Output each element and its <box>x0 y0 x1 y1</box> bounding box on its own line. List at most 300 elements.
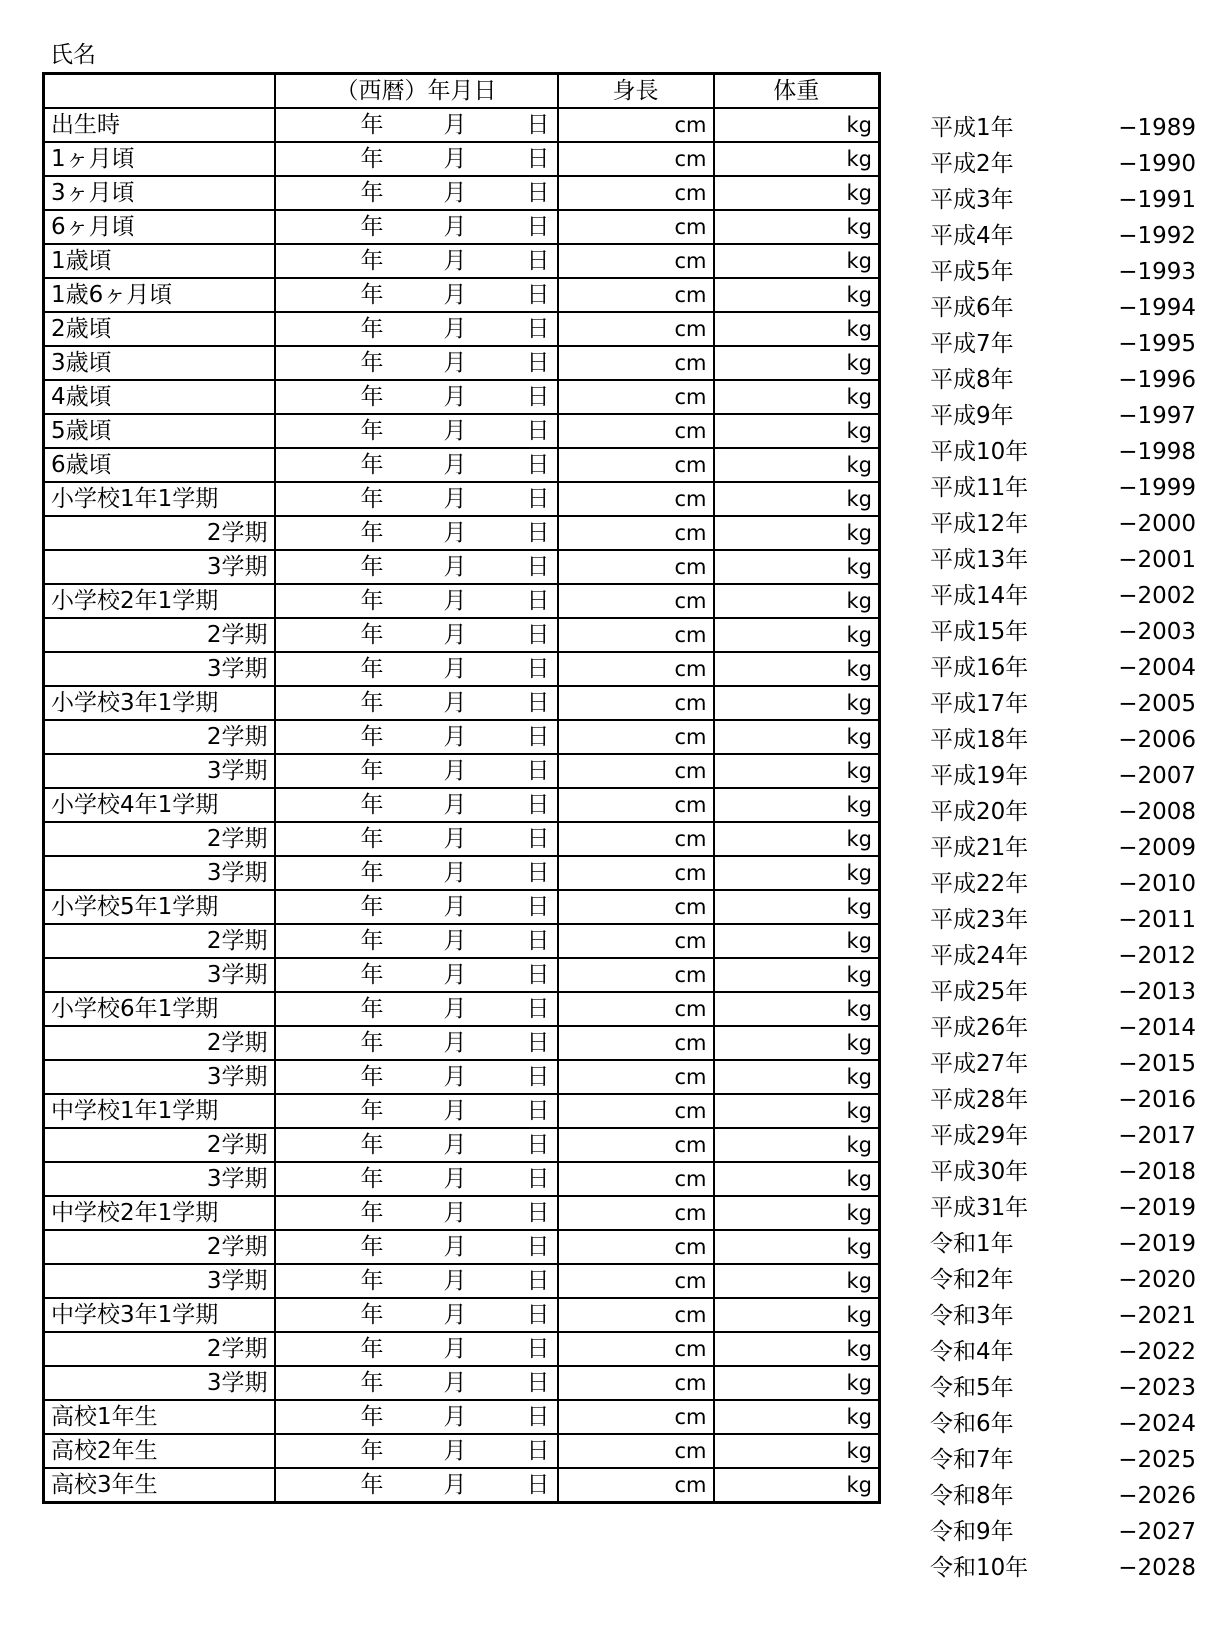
era-name: 平成13年 <box>930 547 1029 573</box>
cm-unit: cm <box>674 181 707 205</box>
height-cell[interactable] <box>558 176 714 210</box>
weight-cell[interactable] <box>714 1400 880 1434</box>
weight-cell[interactable] <box>714 1162 880 1196</box>
cm-unit: cm <box>674 759 707 783</box>
cm-unit: cm <box>674 249 707 273</box>
weight-cell[interactable] <box>714 618 880 652</box>
kg-unit: kg <box>846 1439 872 1463</box>
cm-unit: cm <box>674 1235 707 1259</box>
month-unit: 月 <box>443 1404 467 1430</box>
weight-cell[interactable] <box>714 244 880 278</box>
height-cell[interactable] <box>558 1162 714 1196</box>
year-unit: 年 <box>360 1098 384 1124</box>
western-year: −2000 <box>1118 511 1196 537</box>
date-cell[interactable] <box>275 482 558 516</box>
height-cell[interactable] <box>558 618 714 652</box>
cm-unit: cm <box>674 215 707 239</box>
cm-unit: cm <box>674 997 707 1021</box>
day-unit: 日 <box>526 214 550 240</box>
month-unit: 月 <box>443 520 467 546</box>
month-unit: 月 <box>443 1472 467 1498</box>
date-cell[interactable] <box>275 550 558 584</box>
western-year: −1992 <box>1118 223 1196 249</box>
height-cell[interactable] <box>558 822 714 856</box>
date-cell[interactable] <box>275 244 558 278</box>
table-row <box>44 1400 880 1434</box>
date-cell[interactable] <box>275 448 558 482</box>
row-label: 2学期 <box>44 1230 275 1264</box>
table-row <box>44 312 880 346</box>
year-unit: 年 <box>360 112 384 138</box>
weight-cell[interactable] <box>714 346 880 380</box>
era-name: 令和6年 <box>930 1411 1014 1437</box>
row-label: 小学校3年1学期 <box>44 686 275 720</box>
month-unit: 月 <box>443 1234 467 1260</box>
height-cell[interactable] <box>558 584 714 618</box>
weight-cell[interactable] <box>714 856 880 890</box>
weight-cell[interactable] <box>714 414 880 448</box>
height-cell[interactable] <box>558 448 714 482</box>
list-item <box>930 1046 1196 1082</box>
date-cell[interactable] <box>275 856 558 890</box>
table-row <box>44 1264 880 1298</box>
date-cell[interactable] <box>275 346 558 380</box>
month-unit: 月 <box>443 860 467 886</box>
height-cell[interactable] <box>558 1468 714 1503</box>
height-cell[interactable] <box>558 1434 714 1468</box>
date-cell[interactable] <box>275 516 558 550</box>
date-cell[interactable] <box>275 652 558 686</box>
row-label: 1歳頃 <box>44 244 275 278</box>
date-cell[interactable] <box>275 1264 558 1298</box>
header-weight: 体重 <box>714 74 880 109</box>
height-cell[interactable] <box>558 244 714 278</box>
height-cell[interactable] <box>558 890 714 924</box>
weight-cell[interactable] <box>714 924 880 958</box>
row-label: 6歳頃 <box>44 448 275 482</box>
western-year: −2016 <box>1118 1087 1196 1113</box>
row-label: 2学期 <box>44 618 275 652</box>
cm-unit: cm <box>674 827 707 851</box>
date-cell[interactable] <box>275 618 558 652</box>
date-cell[interactable] <box>275 1400 558 1434</box>
height-cell[interactable] <box>558 482 714 516</box>
day-unit: 日 <box>526 690 550 716</box>
row-label: 高校1年生 <box>44 1400 275 1434</box>
row-label: 2学期 <box>44 1128 275 1162</box>
kg-unit: kg <box>846 1201 872 1225</box>
height-cell[interactable] <box>558 1332 714 1366</box>
date-cell[interactable] <box>275 1298 558 1332</box>
day-unit: 日 <box>526 1404 550 1430</box>
table-row <box>44 822 880 856</box>
row-label: 中学校3年1学期 <box>44 1298 275 1332</box>
year-unit: 年 <box>360 792 384 818</box>
kg-unit: kg <box>846 1099 872 1123</box>
height-cell[interactable] <box>558 1264 714 1298</box>
date-cell[interactable] <box>275 686 558 720</box>
day-unit: 日 <box>526 792 550 818</box>
western-year: −2002 <box>1118 583 1196 609</box>
date-cell[interactable] <box>275 1230 558 1264</box>
cm-unit: cm <box>674 589 707 613</box>
table-header-row <box>44 74 880 109</box>
height-cell[interactable] <box>558 414 714 448</box>
date-cell[interactable] <box>275 992 558 1026</box>
day-unit: 日 <box>526 996 550 1022</box>
day-unit: 日 <box>526 316 550 342</box>
cm-unit: cm <box>674 1065 707 1089</box>
cm-unit: cm <box>674 487 707 511</box>
weight-cell[interactable] <box>714 1026 880 1060</box>
month-unit: 月 <box>443 1098 467 1124</box>
date-cell[interactable] <box>275 414 558 448</box>
height-cell[interactable] <box>558 686 714 720</box>
era-name: 平成27年 <box>930 1051 1029 1077</box>
western-year: −2008 <box>1118 799 1196 825</box>
kg-unit: kg <box>846 827 872 851</box>
height-cell[interactable] <box>558 1400 714 1434</box>
row-label: 3学期 <box>44 550 275 584</box>
table-row <box>44 1196 880 1230</box>
list-item <box>930 758 1196 794</box>
list-item <box>930 362 1196 398</box>
cm-unit: cm <box>674 1167 707 1191</box>
day-unit: 日 <box>526 1098 550 1124</box>
list-item <box>930 110 1196 146</box>
weight-cell[interactable] <box>714 278 880 312</box>
row-label: 1歳6ヶ月頃 <box>44 278 275 312</box>
year-unit: 年 <box>360 656 384 682</box>
cm-unit: cm <box>674 895 707 919</box>
date-cell[interactable] <box>275 720 558 754</box>
date-cell[interactable] <box>275 176 558 210</box>
kg-unit: kg <box>846 1405 872 1429</box>
table-row <box>44 1434 880 1468</box>
western-year: −2004 <box>1118 655 1196 681</box>
weight-cell[interactable] <box>714 1196 880 1230</box>
height-cell[interactable] <box>558 652 714 686</box>
weight-cell[interactable] <box>714 1298 880 1332</box>
row-label: 3学期 <box>44 754 275 788</box>
height-cell[interactable] <box>558 1196 714 1230</box>
height-cell[interactable] <box>558 346 714 380</box>
list-item <box>930 1370 1196 1406</box>
row-label: 出生時 <box>44 108 275 142</box>
date-cell[interactable] <box>275 1196 558 1230</box>
year-unit: 年 <box>360 1438 384 1464</box>
western-year: −1999 <box>1118 475 1196 501</box>
height-cell[interactable] <box>558 1230 714 1264</box>
western-year: −1993 <box>1118 259 1196 285</box>
date-cell[interactable] <box>275 584 558 618</box>
height-cell[interactable] <box>558 1026 714 1060</box>
date-cell[interactable] <box>275 380 558 414</box>
western-year: −2017 <box>1118 1123 1196 1149</box>
height-cell[interactable] <box>558 754 714 788</box>
row-label: 2学期 <box>44 1332 275 1366</box>
height-cell[interactable] <box>558 278 714 312</box>
era-name: 平成9年 <box>930 403 1014 429</box>
western-year: −2025 <box>1118 1447 1196 1473</box>
kg-unit: kg <box>846 555 872 579</box>
date-cell[interactable] <box>275 1366 558 1400</box>
era-name: 平成28年 <box>930 1087 1029 1113</box>
date-cell[interactable] <box>275 142 558 176</box>
date-cell[interactable] <box>275 924 558 958</box>
year-unit: 年 <box>360 1200 384 1226</box>
weight-cell[interactable] <box>714 1434 880 1468</box>
date-cell[interactable] <box>275 312 558 346</box>
month-unit: 月 <box>443 792 467 818</box>
date-cell[interactable] <box>275 754 558 788</box>
weight-cell[interactable] <box>714 210 880 244</box>
kg-unit: kg <box>846 895 872 919</box>
year-unit: 年 <box>360 350 384 376</box>
date-cell[interactable] <box>275 1434 558 1468</box>
date-cell[interactable] <box>275 890 558 924</box>
table-row <box>44 652 880 686</box>
weight-cell[interactable] <box>714 380 880 414</box>
height-cell[interactable] <box>558 516 714 550</box>
height-cell[interactable] <box>558 1128 714 1162</box>
weight-cell[interactable] <box>714 686 880 720</box>
date-cell[interactable] <box>275 1128 558 1162</box>
western-year: −2015 <box>1118 1051 1196 1077</box>
weight-cell[interactable] <box>714 754 880 788</box>
table-row <box>44 516 880 550</box>
year-unit: 年 <box>360 894 384 920</box>
month-unit: 月 <box>443 146 467 172</box>
table-row <box>44 550 880 584</box>
row-label: 6ヶ月頃 <box>44 210 275 244</box>
kg-unit: kg <box>846 1371 872 1395</box>
year-unit: 年 <box>360 588 384 614</box>
height-cell[interactable] <box>558 380 714 414</box>
weight-cell[interactable] <box>714 1468 880 1503</box>
day-unit: 日 <box>526 384 550 410</box>
cm-unit: cm <box>674 1303 707 1327</box>
day-unit: 日 <box>526 248 550 274</box>
weight-cell[interactable] <box>714 652 880 686</box>
table-row <box>44 1298 880 1332</box>
day-unit: 日 <box>526 758 550 784</box>
weight-cell[interactable] <box>714 312 880 346</box>
date-cell[interactable] <box>275 1026 558 1060</box>
weight-cell[interactable] <box>714 890 880 924</box>
list-item <box>930 1190 1196 1226</box>
height-cell[interactable] <box>558 210 714 244</box>
kg-unit: kg <box>846 997 872 1021</box>
year-unit: 年 <box>360 248 384 274</box>
weight-cell[interactable] <box>714 1060 880 1094</box>
date-cell[interactable] <box>275 1060 558 1094</box>
month-unit: 月 <box>443 1302 467 1328</box>
weight-cell[interactable] <box>714 550 880 584</box>
height-cell[interactable] <box>558 856 714 890</box>
date-cell[interactable] <box>275 1332 558 1366</box>
weight-cell[interactable] <box>714 108 880 142</box>
weight-cell[interactable] <box>714 822 880 856</box>
western-year: −2018 <box>1118 1159 1196 1185</box>
day-unit: 日 <box>526 622 550 648</box>
list-item <box>930 1010 1196 1046</box>
date-cell[interactable] <box>275 1094 558 1128</box>
month-unit: 月 <box>443 350 467 376</box>
era-name: 平成4年 <box>930 223 1014 249</box>
era-name: 平成18年 <box>930 727 1029 753</box>
date-cell[interactable] <box>275 822 558 856</box>
kg-unit: kg <box>846 385 872 409</box>
cm-unit: cm <box>674 1099 707 1123</box>
table-row <box>44 346 880 380</box>
weight-cell[interactable] <box>714 1366 880 1400</box>
height-cell[interactable] <box>558 550 714 584</box>
era-name: 平成26年 <box>930 1015 1029 1041</box>
height-cell[interactable] <box>558 958 714 992</box>
kg-unit: kg <box>846 1473 872 1497</box>
row-label: 小学校4年1学期 <box>44 788 275 822</box>
height-cell[interactable] <box>558 142 714 176</box>
table-row <box>44 890 880 924</box>
western-year: −2024 <box>1118 1411 1196 1437</box>
list-item <box>930 542 1196 578</box>
height-cell[interactable] <box>558 312 714 346</box>
list-item <box>930 650 1196 686</box>
era-name: 平成16年 <box>930 655 1029 681</box>
list-item <box>930 1082 1196 1118</box>
table-row <box>44 414 880 448</box>
row-label: 小学校5年1学期 <box>44 890 275 924</box>
list-item <box>930 1118 1196 1154</box>
height-cell[interactable] <box>558 924 714 958</box>
weight-cell[interactable] <box>714 720 880 754</box>
row-label: 2学期 <box>44 924 275 958</box>
height-cell[interactable] <box>558 788 714 822</box>
kg-unit: kg <box>846 725 872 749</box>
list-item <box>930 254 1196 290</box>
month-unit: 月 <box>443 1336 467 1362</box>
weight-cell[interactable] <box>714 1264 880 1298</box>
month-unit: 月 <box>443 180 467 206</box>
era-name: 平成29年 <box>930 1123 1029 1149</box>
year-unit: 年 <box>360 214 384 240</box>
western-year: −2019 <box>1118 1195 1196 1221</box>
table-row <box>44 1162 880 1196</box>
date-cell[interactable] <box>275 1468 558 1503</box>
weight-cell[interactable] <box>714 992 880 1026</box>
western-year: −1998 <box>1118 439 1196 465</box>
day-unit: 日 <box>526 1166 550 1192</box>
row-label: 1ヶ月頃 <box>44 142 275 176</box>
month-unit: 月 <box>443 112 467 138</box>
western-year: −2010 <box>1118 871 1196 897</box>
cm-unit: cm <box>674 1473 707 1497</box>
era-name: 平成3年 <box>930 187 1014 213</box>
list-item <box>930 686 1196 722</box>
list-item <box>930 1334 1196 1370</box>
weight-cell[interactable] <box>714 176 880 210</box>
month-unit: 月 <box>443 486 467 512</box>
year-unit: 年 <box>360 1404 384 1430</box>
height-cell[interactable] <box>558 1298 714 1332</box>
height-cell[interactable] <box>558 1060 714 1094</box>
month-unit: 月 <box>443 452 467 478</box>
western-year: −2003 <box>1118 619 1196 645</box>
height-cell[interactable] <box>558 1094 714 1128</box>
row-label: 3学期 <box>44 652 275 686</box>
row-label: 2学期 <box>44 1026 275 1060</box>
row-label: 中学校2年1学期 <box>44 1196 275 1230</box>
date-cell[interactable] <box>275 278 558 312</box>
western-year: −2012 <box>1118 943 1196 969</box>
month-unit: 月 <box>443 1064 467 1090</box>
date-cell[interactable] <box>275 1162 558 1196</box>
weight-cell[interactable] <box>714 1230 880 1264</box>
list-item <box>930 902 1196 938</box>
western-year: −2026 <box>1118 1483 1196 1509</box>
month-unit: 月 <box>443 928 467 954</box>
western-year: −1997 <box>1118 403 1196 429</box>
height-cell[interactable] <box>558 992 714 1026</box>
weight-cell[interactable] <box>714 584 880 618</box>
list-item <box>930 1406 1196 1442</box>
date-cell[interactable] <box>275 788 558 822</box>
list-item <box>930 182 1196 218</box>
height-cell[interactable] <box>558 720 714 754</box>
day-unit: 日 <box>526 1268 550 1294</box>
weight-cell[interactable] <box>714 958 880 992</box>
weight-cell[interactable] <box>714 1332 880 1366</box>
height-cell[interactable] <box>558 108 714 142</box>
weight-cell[interactable] <box>714 142 880 176</box>
western-year: −2001 <box>1118 547 1196 573</box>
weight-cell[interactable] <box>714 1094 880 1128</box>
weight-cell[interactable] <box>714 516 880 550</box>
kg-unit: kg <box>846 657 872 681</box>
cm-unit: cm <box>674 691 707 715</box>
weight-cell[interactable] <box>714 482 880 516</box>
weight-cell[interactable] <box>714 788 880 822</box>
date-cell[interactable] <box>275 958 558 992</box>
kg-unit: kg <box>846 1269 872 1293</box>
kg-unit: kg <box>846 147 872 171</box>
list-item <box>930 830 1196 866</box>
cm-unit: cm <box>674 657 707 681</box>
month-unit: 月 <box>443 1370 467 1396</box>
date-cell[interactable] <box>275 108 558 142</box>
list-item <box>930 1514 1196 1550</box>
day-unit: 日 <box>526 860 550 886</box>
year-unit: 年 <box>360 486 384 512</box>
name-label: 氏名 <box>50 42 96 68</box>
list-item <box>930 794 1196 830</box>
table-row <box>44 278 880 312</box>
date-cell[interactable] <box>275 210 558 244</box>
era-name: 平成10年 <box>930 439 1029 465</box>
day-unit: 日 <box>526 894 550 920</box>
kg-unit: kg <box>846 181 872 205</box>
weight-cell[interactable] <box>714 448 880 482</box>
row-label: 3学期 <box>44 856 275 890</box>
month-unit: 月 <box>443 1268 467 1294</box>
kg-unit: kg <box>846 929 872 953</box>
weight-cell[interactable] <box>714 1128 880 1162</box>
header-label <box>44 74 275 109</box>
kg-unit: kg <box>846 861 872 885</box>
cm-unit: cm <box>674 861 707 885</box>
height-cell[interactable] <box>558 1366 714 1400</box>
